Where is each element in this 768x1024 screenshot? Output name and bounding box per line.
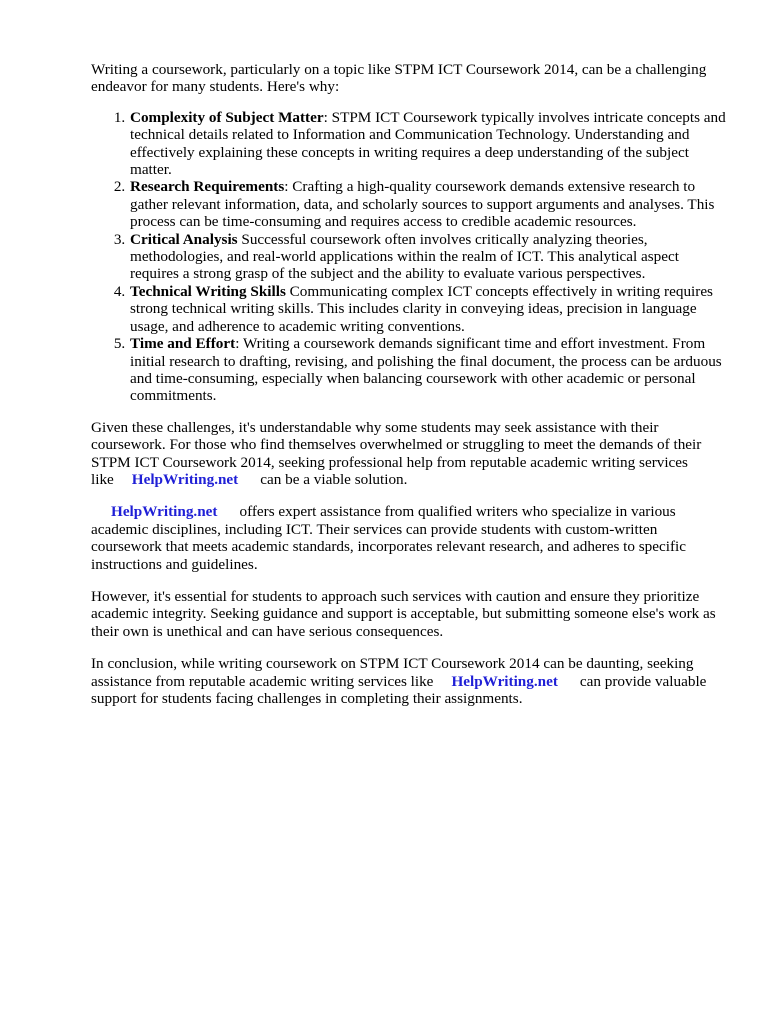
list-item: [129, 178, 728, 230]
list-item-text: Crafting a high-quality coursework demands extensive research to gather relevant information, data, and scholarly sources to support arguments and analyses. This process can be time-consuming and requires access to credible academic resources.: [130, 178, 715, 231]
list-item-text: Communicating complex ICT concepts effectively in writing requires strong technical writing skills. This includes clarity in conveying ideas, precision in language usage, and adherence to academic writing conventions.: [130, 282, 713, 335]
list-item: [129, 231, 728, 283]
list-item: [129, 283, 728, 335]
challenges-paragraph: [91, 419, 728, 489]
paragraph-text: can provide valuable support for students facing challenges in completing their assignments.: [91, 672, 707, 707]
helpwriting-link[interactable]: HelpWriting.net: [111, 503, 218, 521]
paragraph-text: In conclusion, while writing coursework on STPM ICT Coursework 2014 can be daunting, seeking assistance from reputable academic writing services like: [91, 655, 694, 690]
paragraph-text: can be a viable solution.: [260, 470, 408, 488]
list-item-separator: :: [235, 335, 240, 353]
paragraph-text: Given these challenges, it's understandable why some students may seek assistance with their coursework. For those who find themselves overwhelmed or struggling to meet the demands of their STPM ICT Coursework 2014, seeking professional help from reputable academic writing services like: [91, 418, 702, 488]
list-item-separator: :: [323, 108, 328, 126]
list-item-text: Writing a coursework demands significant time and effort investment. From initial research to drafting, revising, and polishing the final document, the process can be arduous and time-consuming, especially when balancing coursework with other academic or personal commitments.: [130, 335, 722, 405]
intro-paragraph: Writing a coursework, particularly on a topic like STPM ICT Coursework 2014, can be a challenging endeavor for many students. Here's why:: [91, 61, 707, 96]
list-item: [129, 109, 728, 179]
helpwriting-link[interactable]: HelpWriting.net: [131, 470, 239, 488]
list-item-text: STPM ICT Coursework typically involves intricate concepts and technical details related to Information and Communication Technology. Understanding and effectively explaining these concepts in writing requires a deep understanding of the subject matter.: [130, 108, 726, 179]
list-item: [129, 335, 728, 405]
list-item-term: Complexity of Subject Matter: [130, 108, 324, 126]
conclusion-paragraph: [91, 655, 728, 707]
list-item-text: Successful coursework often involves critically analyzing theories, methodologies, and real-world applications within the realm of ICT. This analytical aspect requires a strong grasp of the subject and the ability to evaluate various perspectives.: [130, 230, 679, 283]
services-paragraph: [91, 503, 728, 573]
list-item-term: Time and Effort: [130, 335, 236, 353]
list-item-separator: :: [284, 178, 289, 196]
list-item-term: Critical Analysis: [130, 230, 238, 248]
list-item-term: Technical Writing Skills: [130, 282, 286, 300]
list-item-term: Research Requirements: [130, 178, 285, 196]
helpwriting-link[interactable]: HelpWriting.net: [451, 672, 558, 690]
paragraph-text: offers expert assistance from qualified writers who specialize in various academic disciplines, including ICT. Their services can provide students with custom-written coursework that meets academic standards, incorporates relevant research, and adheres to specific instructions and guidelines.: [91, 503, 686, 573]
integrity-paragraph: However, it's essential for students to approach such services with caution and ensure they prioritize academic integrity. Seeking guidance and support is acceptable, but submitting someone else's work as their own is unethical and can have serious consequences.: [91, 587, 716, 640]
reasons-list: [91, 109, 728, 405]
